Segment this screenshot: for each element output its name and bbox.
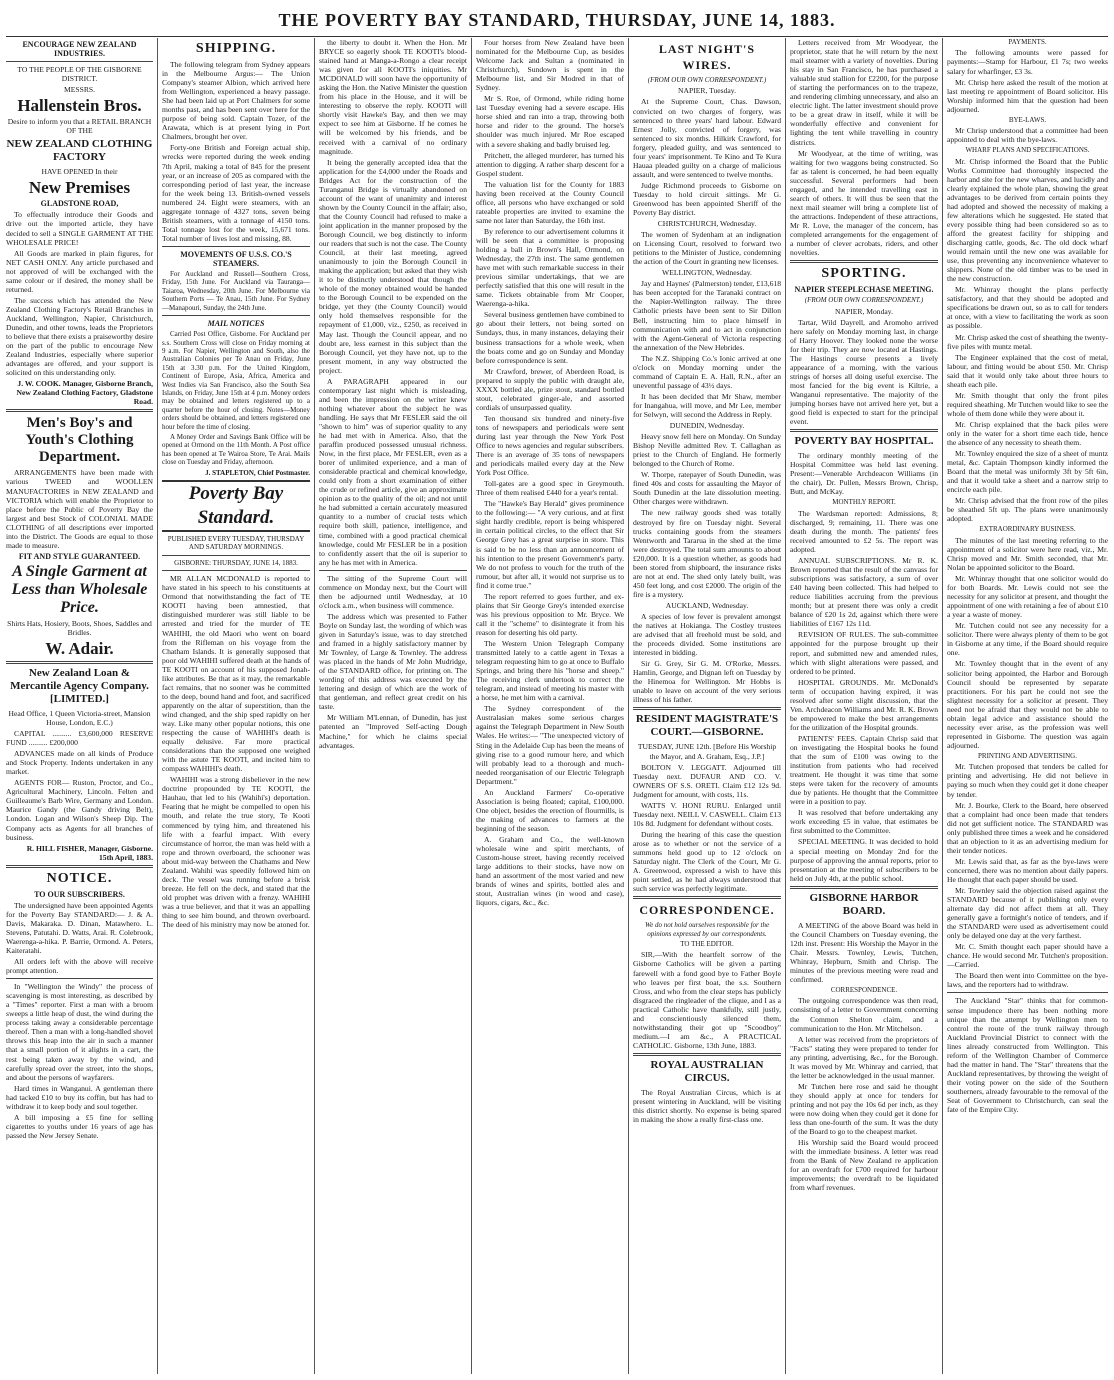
ad-text: AGENTS FOR— Ruston, Proctor, and Co., Agricultural Machinery, Lincoln. Felten and Guilleaume's Barb Wire, Germany and London. Maurice Gandy (the Gandy driving Belt), London. Logan and Wilson's Sheep Dip. The Company acts as Agents for all branches of business. — [6, 778, 153, 842]
article-text: Mr. Chrisp asked the cost of sheathing the twenty-five piles with muntz metal. — [947, 332, 1108, 351]
ad-text: TO THE PEOPLE OF THE GISBORNE DISTRICT. — [17, 65, 142, 84]
article-text: Mr. Chrisp advised that the front row of the piles be sheathed 5ft up. The plans were unanimously adopted. — [947, 496, 1108, 524]
ad-text: HAVE OPENED In their — [41, 167, 118, 177]
section-subheading: MAIL NOTICES — [207, 319, 265, 329]
editorial-text: A PARAGRAPH appeared in our contemporary last night which is misleading, and been the impression on the writer knew nothing whatever about the subject he was handling. He says that Mr FESLER said the oil "shown to him" was of superior quality to any he had met with in America. Also, that the paraffin produced possessed unusual richness. Now, in the first place, Mr FESLER, even as a borer of unlimited experience, and a man of considerable practical and chemical knowledge, could only from a short examination of either the crude or refined article, give an approximate opinion as to the quality of the oil; and not until he had submitted a certain accurately measured quantity to a number of crucial tests which require both skill, patience, intelligence, and time, combined with a good practical chemical knowledge, could Mr FESLER be in a position to confidently assert that the oil is superior to any he has met with in America. — [319, 376, 467, 567]
ad-text: ARRANGEMENTS have been made with various TWEED and WOOLLEN MANUFACTORIES in NEW ZEALAND and VICTORIA which will enable the Proprietor to place before the Public of Poverty Bay the largest and best Stock of COLONIAL MADE CLOTHING of all descriptions ever imported into the District. The Goods are equal to those made to measure. — [6, 468, 153, 550]
article-text: Mr. Townley enquired the size of a sheet of muntz metal, &c. Captain Thompson kindly informed the Board that the metal was uniformly 3ft by 5ft 6in, and that it would take a sheet and a narrow strip to encircle each pile. — [947, 449, 1108, 495]
article-text: REVISION OF RULES. The sub-committee appointed for the purpose brought up their report, and submitted new and amended rules, which with slight alterations were passed, and ordered to be printed. — [790, 630, 938, 676]
masthead — [0, 0, 1114, 34]
ad-text: GLADSTONE ROAD, — [40, 199, 119, 209]
article-text: A bill imposing a £5 fine for selling cigarettes to youths under 16 years of age has passed the New Jersey Senate. — [6, 1112, 153, 1140]
dateline: WELLINGTON, Wednesday. — [662, 268, 752, 278]
ad-heading: New Premises — [28, 178, 131, 198]
article-text: The Wardsman reported: Admissions, 8; discharged, 9; remaining, 11. There was one death during the month. The patients' fees received amounted to £2 5s. The report was adopted. — [790, 508, 938, 555]
ad-text: CAPITAL .......... £3,600,000 RESERVE FUND .......... £200,000 — [6, 729, 153, 748]
ad-signature: W. Adair. — [45, 638, 114, 658]
article-signature: J. STAPLETON, Chief Postmaster. — [205, 468, 310, 477]
section-subheading: WHARF PLANS AND SPECIFICATIONS. — [965, 146, 1090, 155]
column-divider — [157, 38, 158, 1374]
ad-heading: NEW ZEALAND CLOTHING FACTORY — [6, 138, 153, 164]
article-text: Mr. C. Smith thought each paper should have a chance. He would second Mr. Tutchen's proposition.—Carried. — [947, 942, 1108, 970]
article-text: WATTS V. HONI RURU. Enlarged until Tuesday next. NEILL V. CASWELL. Claim £13 10s 8d. Judgment for defendant without costs. — [633, 800, 781, 828]
dateline: DUNEDIN, Wednesday. — [669, 421, 745, 431]
letter-salutation: TO THE EDITOR. — [680, 940, 734, 949]
article-text: The valuation list for the County for 1883 having been received at the County Council office, all persons who have exchanged or sold rateable properties are invited to examine the same not later than Saturday, the 16th inst. — [476, 179, 624, 225]
article-text: Ten thousand six hundred and ninety-five tons of newspapers and periodicals were sent during last year through the New York Post Office to news agencies and regular subscribers. There is an average of 35 tons of newspapers and periodicals mailed every day at the New York Post Office. — [476, 413, 624, 478]
article-text: Mr. Lewis said that, as far as the bye-laws were concerned, there was no mention about daily papers. He thought that each paper should be used. — [947, 856, 1108, 884]
article-text: ANNUAL SUBSCRIPTIONS. Mr R. K. Brown reported that the result of the canvass for subscriptions was satisfactory, a sum of over £40 having been collected. This had helped to reduce liabilities accruing from the previous month; but at present there was only a credit balance of £20 1s 2d, against which there were liabilities of £167 12s 11d. — [790, 556, 938, 629]
notice-subheading: TO OUR SUBSCRIBERS. — [34, 889, 125, 899]
byline: (FROM OUR OWN CORRESPONDENT.) — [804, 296, 924, 305]
article-text: The Auckland "Star" thinks that for common-sense impudence there has been nothing more unique than the attempt by Wellington men to control the route of the trunk railway through Auckland Provincial District to connect with the lines already constructed from Wellington. This reform of the Wellington Chamber of Commerce had the matter in hand. The "Star" threatens that the Auckland representatives, by throwing the weight of their voting power on the side of the Southern southerners, already favourable to the removal of the Seat of Government to Christchurch, can seal the fate of the Empire City. — [947, 996, 1108, 1115]
ad-brand: Hallenstein Bros. — [17, 96, 142, 116]
section-heading: POVERTY BAY HOSPITAL. — [794, 435, 934, 448]
article-text: SPECIAL MEETING. It was decided to hold a special meeting on Monday 2nd for the purpose of approving the annual reports, prior to presentation at the meeting of subscribers to be held on July 4th, at the public school. — [790, 837, 938, 883]
article-text: Judge Richmond proceeds to Gisborne on Tuesday to hold circuit sittings. Mr G. Greenwood has been appointed Sheriff of the Poverty Bay district. — [633, 180, 781, 218]
article-text: Sir G. Grey, Sir G. M. O'Rorke, Messrs. Hamlin, George, and Dignan left on Tuesday by the Hinemoa for Wellington. Mr Hobbs is unable to leave on account of the very serious illness of his father. — [633, 659, 781, 705]
ad-text: MESSRS. — [63, 85, 96, 95]
article-text: The ordinary monthly meeting of the Hospital Committee was held last evening. Present:—Venerable Archdeacon Williams (in the chair), Dr. Pullen, Messrs Brown, Chrisp, Butt, and McKay. — [790, 451, 938, 497]
editorial-text: It being the generally accepted idea that the application for the £4,000 under the Roads and Bridges Act for the construction of the Turanganui Bridge is virtually abandoned on account of the want of unanimity and interest shown by the County Council in the affair; also, that the County Council had refused to make a joint application in the manner proposed by the Borough Council, we beg distinctly to inform our readers that such is not the case. The County Council, at their last meeting, agreed unanimously to join the Borough Council in making the application; but asked that they wish it to be distinctly understood that though the whole of the money obtained would be handed to the Borough Council to be expended on the bridge, yet they (the County Council) would only hold themselves responsible for the repayment of £1,000, viz., £250, as received in May last. Though the Council appear, and no doubt are, less earnest in this subject than the Borough Council, yet they have not, up to the present moment, in any way obstructed the project. — [319, 157, 467, 375]
article-text: Mr. Chrisp here asked the result of the motion at last meeting re appointment of Board solicitor. His Worship informed him that the question had been adjourned. — [947, 77, 1108, 114]
article-text: The "Hawke's Bay Herald" gives prominence to the following:— "A very curious, and at first sight hardly credible, report is being whispered in certain political circles, to the effect that Sir George Grey has a great surprise in store. This is said to be no less than an announcement of his intention to the present Government's party. We do not profess to vouch for the truth of the rumour, but after all, it would not surprise us to find it come true." — [476, 499, 624, 590]
article-text: Heavy snow fell here on Monday. On Sunday Bishop Neville admitted Rev. T. Callaghan as priest to the Church of England. He formerly belonged to the Church of Rome. — [633, 432, 781, 469]
article-text: For Auckland and Russell—Southern Cross, Friday, 15th June. For Auckland via Tauranga—Taiaroa, Wednesday, 20th June. For Melbourne via Southern Ports — Te Anau, 15th June. For Sydney—Manapouri, Sunday, the 24th June. — [162, 270, 310, 312]
dateline: NAPIER, Monday. — [835, 306, 893, 316]
article-text: The Board then went into Committee on the bye-laws, and the reporters had to withdraw. — [947, 971, 1108, 990]
section-subheading: BYE-LAWS. — [1008, 115, 1047, 124]
article-text: Pritchett, the alleged murderer, has turned his attention to digging. A rather sharp descent for a Gospel student. — [476, 150, 624, 178]
article-text: His Worship said the Board would proceed with the immediate business. A letter was read from the Bank of New Zealand re application for an overdraft for £700 required for harbour improvements; the overdraft to be liquidated from wharf revenues. — [790, 1138, 938, 1193]
dateline: NAPIER, Tuesday. — [678, 86, 736, 96]
article-text: Mr. Tutchen proposed that tenders be called for printing and advertising. He did not believe in paying so much when they could get it done cheaper by tender. — [947, 762, 1108, 799]
article-text: Several business gentlemen have combined to go about their letters, not being sorted on Sundays, thus, in many instances, delaying their business transactions for a whole week, when the boats come and go on Sunday and Monday before correspondence is sent. — [476, 310, 624, 365]
column-divider — [471, 38, 472, 1374]
article-text: Mr. Townley said the objection raised against the STANDARD because of it publishing only every alternate day did not affect them at all. They generally gave a fortnight's notice of tenders, and if the STANDARD were used as advertisement could only be delayed one day at the very farthest. — [947, 885, 1108, 941]
article-text: Mr. Tutchen could not see any necessity for a solicitor. There were always plenty of them to be got in Gisborne at any time, if the Board should require one. — [947, 621, 1108, 658]
column-divider — [942, 38, 943, 1374]
article-text: W. Thorpe, ratepayer of South Dunedin, was fined 40s and costs for assaulting the Mayor of South Dunedin at the late dissolution meeting. Other charges were withdrawn. — [633, 470, 781, 507]
ad-heading: Men's Boy's and Youth's Clothing Department. — [25, 415, 134, 466]
article-text: By reference to our advertisement columns it will be seen that a committee is proposing holding a ball in Brown's Hall, Ormond, on Wednesday, the 27th inst. The same gentlemen have met with such remarkable success in their previous similar undertakings, that we are perfectly satisfied that this one will result in the same. Tickets obtainable from Mr Cooper, Waerenga-a-hika. — [476, 226, 624, 309]
section-heading: SHIPPING. — [195, 41, 277, 56]
article-text: Forty-one British and Foreign actual ship, wrecks were reported during the week ending 7th April, making a total of 845 for the present year, or an increase of 205 as compared with the corresponding period of last year, the increase for the week being 13. British-owned vessels numbered 24. Eight were steamers, with an aggregate tonnage of 4327 tons, seven being British steamers, with a tonnage of 4150 tons. Total tonnage lost for the week, 15,671 tons. Total number of lives lost and missing, 88. — [162, 143, 310, 243]
article-text: PATIENTS' FEES. Captain Chrisp said that on investigating the Hospital books he found that the sum of £100 was owing to the institution from patients who had received treatment. He thought it was time that some steps were taken for the recovery of amounts due by patients. He thought that the Committee were in a position to pay. — [790, 733, 938, 807]
article-text: The address which was presented to Father Boyle on Sunday last, the wording of which was given in Saturday's issue, was to day stretched and framed in a highly satisfactory manner by Mr Townley, of Large & Townley. The address was placed in the hands of Mr John Mudridge, of the STANDARD office, for printing on. The wording of this address was executed by the lettering and design of which are the work of that gentleman, and reflect great credit on his taste. — [319, 611, 467, 712]
column-1 — [6, 38, 153, 1374]
ad-text: Head Office, 1 Queen Victoria-street, Mansion House, London, E.C.) — [8, 708, 151, 728]
section-subheading: PAYMENTS. — [1008, 38, 1047, 46]
column-2 — [162, 38, 310, 1374]
section-subheading: PRINTING AND ADVERTISING. — [978, 751, 1077, 760]
section-heading: LAST NIGHT'S WIRES. — [658, 42, 756, 72]
article-text: A species of low fever is prevalent amongst the natives at Hokianga. The Costley trustees are advised that all freehold must be sold, and the proceeds divided. Some institutions are interested in bidding. — [633, 611, 781, 658]
article-text: Mr Chrisp understood that a committee had been appointed to deal with the bye-laws. — [947, 126, 1108, 145]
article-text: Tartar, Wild Dayrell, and Aromoho arrived here safely on Monday morning last, in charge of Harry Hoover. They looked none the worse for their trip. They are now located at Hastings. The Hastings course presents a lively appearance of a morning, with the various strings of horses all doing useful exercise. The most fancied for the big event is Kiltrie, a Wanganui representative. The majority of the jumping horses have not arrived here yet, but a good field is expected to start for the principal event. — [790, 317, 938, 427]
article-text: Mr William M'Lennan, of Dunedin, has just patented an "Improved Self-acting Dough Machine," for which he claims special advantages. — [319, 713, 467, 750]
article-text: At the Supreme Court, Chas. Dawson, convicted on two charges of forgery, was sentenced to three years' hard labour. Edward Ernest Jolly, convicted of forgery, was sentenced to six months. Hilkirk Crawford, for forgery, pleaded guilty, and was sentenced to four years' imprisonment. Te Kino and Te Kura Hauaa pleaded guilty on a charge of malicious assault, and were sentenced to twelve months. — [633, 97, 781, 179]
article-text: The report referred to goes further, and ex-plains that Sir George Grey's intended exercise was his previous opposition to Mr. Bryce. We call it the "scheme" to disintegrate it from his reason for deserting his old party. — [476, 591, 624, 637]
section-subheading: EXTRAORDINARY BUSINESS. — [979, 525, 1076, 534]
article-text: During the hearing of this case the question arose as to whether or not the service of a summons held good up to 12 o'clock on Saturday night. The Clerk of the Court, Mr G. A. Greenwood, expressed a wish to have this point settled, as he had always understood that such service was perfectly legitimate. — [633, 829, 781, 894]
article-text: BOLTON V. LEGGATT. Adjourned till Tuesday next. DUFAUR AND CO. V. OWNERS OF S.S. ORETI. Claim £12 12s 9d. Judgment for amount, with costs, 11s. — [633, 762, 781, 799]
column-divider — [314, 38, 315, 1374]
article-text: Carried Post Office, Gisborne. For Auckland per s.s. Southern Cross will close on Friday morning at 9 a.m. For Napier, Wellington and South, also the Australian Colonies per Te Anau on Friday, June 15th at 3.30 p.m. For the United Kingdom, Continent of Europe, Asia, Africa, America and West Indies via San Francisco, also the South Sea Islands, on Friday, June 15th at 4 p.m. Money orders may be obtained and letters registered up to a quarter before the hour of closing. Notes—Money orders should be obtained, and letters registered one hour before the time of closing. — [162, 330, 310, 431]
column-divider — [785, 38, 786, 1374]
article-text: Mr. Townley thought that in the event of any solicitor being appointed, the Harbor and Borough Council should be represented by separate practitioners. For his part he could not see the slightest necessity for a solicitor at present. They need not be afraid that they would not be able to obtain legal advice and assistance should the necessity ever arise, as the profession was well represented in Gisborne. The question was again adjourned. — [947, 659, 1108, 750]
section-subheading: NAPIER STEEPLECHASE MEETING. — [794, 285, 934, 295]
section-heading: SPORTING. — [821, 266, 907, 282]
article-text: Mr. Chrisp explained that the back piles were only in the water for a short time each tide, hence the absence of any necessity to sheath them. — [947, 419, 1108, 448]
dateline: AUCKLAND, Wednesday. — [665, 600, 749, 610]
disclaimer: We do not hold ourselves responsible for the opinions expressed by our correspondents. — [644, 921, 770, 938]
article-text: Mr. J. Bourke, Clerk to the Board, here observed that a complaint had once been made that tenders did not get sufficient notice. The STANDARD was only published three times a week and he considered that an objection to it as an advertising medium for their tender notices. — [947, 800, 1108, 855]
notice-heading: NOTICE. — [46, 870, 113, 886]
section-subheading: CORRESPONDENCE. — [830, 986, 898, 995]
article-text: A letter was received from the proprietors of "Facts" stating they were prepared to tender for any printing, advertising, &c., for the Borough. It was moved by Mr. Whinray and carried, that the letter be acknowledged in the usual manner. — [790, 1034, 938, 1080]
column-4 — [476, 38, 624, 1374]
editorial-text: the liberty to doubt it. When the Hon. Mr BRYCE so eagerly shook TE KOOTI's blood-stained hand at Manga-a-Rongo a clear receipt was given for all KOOTI's iniquities. Mr MCDONALD will soon have the opportunity of asking the Hon. the Native Minister the question from his place in the House, and it will be interesting to observe the reply. KOOTI will shortly visit Hawke's Bay, and then we may expect to see him at Gisborne. If he comes he will be welcomed by his friends, and be received with a carnival of no ordinary magnitude. — [319, 38, 467, 156]
column-5 — [633, 38, 781, 1374]
section-subheading: MONTHLY REPORT. — [832, 498, 896, 507]
section-heading: RESIDENT MAGISTRATE'S COURT.—GISBORNE. — [635, 713, 779, 739]
article-text: An Auckland Farmers' Co-operative Association is being floated; capital, £100,000. One object, besides the erection of flourmills, is the making of advances to farmers at the beginning of the season. — [476, 787, 624, 833]
article-text: The Western Union Telegraph Company transmitted lately to a cattle agent in Texas a telegram requesting him to go at once to Buffalo Springs, and bring there his "horse and sheep." The receiving clerk undertook to correct the telegram, and instead of meeting his master with a horse, he met him with a carnival. — [476, 639, 624, 703]
article-text: The minutes of the last meeting referring to the appointment of a solicitor were here read, viz., Mr. Chrisp moved and Mr. Smith seconded, that Mr. Nolan be appointed solicitor to the Board. — [947, 535, 1108, 573]
section-heading: GISBORNE HARBOR BOARD. — [809, 891, 919, 917]
article-text: The following telegram from Sydney appears in the Melbourne Argus:— The Union Company's steamer Albion, which arrived here from Wellington, experienced a heavy passage. She had been laid up at Port Chalmers for some months past, and has been sent over here for the purpose of being sold. Captain Tozer, of the Arawata, which is at present lying in Port Chalmers, brought her over. — [162, 60, 310, 142]
publication-notice: PUBLISHED EVERY TUESDAY, THURSDAY AND SATURDAY MORNINGS. — [167, 535, 305, 552]
article-text: A Money Order and Savings Bank Office will be opened at Ormond on the 11th Month. A Post office has been opened at Te Wairoa Store, Te Arai. Mails close on Tuesday and Friday, afternoon. — [162, 432, 310, 467]
article-text: The N.Z. Shipping Co.'s Ionic arrived at one o'clock on Monday morning under the command of Captain E. A. Hall, R.N., after an uneventful passage of 43½ days. — [633, 353, 781, 390]
ad-text: All Goods are marked in plain figures, for NET CASH ONLY. Any article purchased and not approved of will be exchanged with the same colour or if desired, the money shall be returned. — [6, 248, 153, 294]
column-divider — [628, 38, 629, 1374]
ad-signature: J. W. COOK. Manager, Gisborne Branch, New Zealand Clothing Factory, Gladstone Road. — [16, 379, 153, 407]
article-text: The sitting of the Supreme Court will commence on Monday next, but the Court will then be adjourned until Wednesday, at 10 o'clock a.m., when business will commence. — [319, 573, 467, 610]
article-text: Toll-gates are a good spec in Greymouth. Three of them realised £440 for a year's rental. — [476, 479, 624, 498]
ad-text: ADVANCES made on all kinds of Produce and Stock Property. Indents undertaken in any market. — [6, 749, 153, 777]
dateline: GISBORNE: THURSDAY, JUNE 14, 1883. — [174, 558, 298, 567]
ad-text: Desire to inform you that a RETAIL BRANCH OF THE — [7, 117, 152, 136]
notice-text: The undersigned have been appointed Agents for the Poverty Bay STANDARD:— J. & A. Davis, Makaraka. D. Dinan, Matawhero. L. Stevens, Patutahi. D. Watts, Arai. R. Colebrook, Waerenga-a-hika. P. Barrie, Ormond. A. Peters, Kaiteratahi. — [6, 900, 153, 955]
article-text: The women of Sydenham at an indignation on Licensing Court, resolved to forward two petitions to the Minister of Justice, condemning the action of the Court in granting new licenses. — [633, 230, 781, 267]
newspaper-title: THE POVERTY BAY STANDARD, THURSDAY, JUNE 14, 1883. — [278, 10, 836, 30]
section-heading: ROYAL AUSTRALIAN CIRCUS. — [650, 1058, 764, 1084]
article-text: Mr Woodyear, at the time of writing, was waiting for two waggons being constructed. So far as talent is concerned, he had been equally successful. Several performers had been engaged, and he intended travelling east in search of others. It will thus be seen that the next mail steamer will bring a complete list of the attractions. Independent of these attractions, Mr R. Love, the manager of the concern, has completed arrangements for the engagement of a number of clever acrobats, riders, and other novelties. — [790, 148, 938, 258]
article-text: Mr Crawford, brewer, of Aberdeen Road, is prepared to supply the public with draught ale, XXXX bottled ale, prize stout, standard bottled stout, celebrated ginger-ale, and assorted cordials of unsurpassed quality. — [476, 366, 624, 412]
article-text: Mr S. Roe, of Ormond, while riding home last Tuesday evening had a severe escape. His horse shied and ran into a trap, throwing both horse and rider to the ground. The horse's shoulder was much injured. Mr Roe escaped with a severe shaking and badly bruised leg. — [476, 94, 624, 149]
article-text: HOSPITAL GROUNDS. Mr. McDonald's term of occupation having expired, it was resolved after some slight discussion, that the Ven. Archdeacon Williams and Mr. R. K. Brown be empowered to make the best arrangements for the utilization of the Hospital grounds. — [790, 677, 938, 732]
column-3 — [319, 38, 467, 1374]
article-text: Four horses from New Zealand have been nominated for the Melbourne Cup, as besides Welcome Jack and Sultan a (nominated in Christchurch), Sundown is spent in the Melbourne list, and Sir Modred in that of Sydney. — [476, 38, 624, 93]
article-text: It has been decided that Mr Shaw, member for Inangahua, will move, and Mr Lee, member for Selwyn, will second the Address in Reply. — [633, 391, 781, 419]
dateline: CHRISTCHURCH, Wednesday. — [657, 219, 757, 229]
ad-heading: A Single Garment at Less than Wholesale Price. — [11, 562, 148, 616]
column-6 — [790, 38, 938, 1374]
article-text: The Royal Australian Circus, which is at present wintering in Auckland, will be visiting this district shortly. No expense is being spared in making the show a really first-class one. — [633, 1087, 781, 1125]
article-text: It was resolved that before undertaking any work exceeding £5 in value, that estimates be first submitted to the Committee. — [790, 808, 938, 836]
ad-text: Shirts Hats, Hosiery, Boots, Shoes, Saddles and Bridles. — [7, 618, 152, 637]
article-text: The new railway goods shed was totally destroyed by fire on Tuesday night. Several trucks containing goods from the steamers Wentworth and Tararua in the shed at the time were destroyed. The total sum amounts to about £20,000. It is a question whether, as goods had been stored from shipboard, the insurance risks are not at end. The shed only lately built, was 450 feet long, and cost £2000. The origin of the fire is a mystery. — [633, 508, 781, 599]
article-text: The Engineer explained that the cost of metal, labour, and fitting would be about £50. Mr. Chrisp said that it would only take about three hours to sheath each pile. — [947, 352, 1108, 389]
article-text: In "Wellington the Windy" the process of scavenging is most interesting, as described by a "Times" reporter. First a man with a broom sweeps a little heap of dust, the wind during the process taking away a considerable percentage thereof. Then a man with a long-handled shovel throws this heap into the air in such a manner that a small portion of it alights in a cart, the rest being taken away by the wind, and carefully spread over the street, into the shops, and about the persons of wayfarers. — [6, 982, 153, 1082]
ad-text: FIT AND STYLE GUARANTEED. — [18, 551, 141, 561]
editorial-text: WAHIHI was a strong disbeliever in the new doctrine propounded by TE KOOTI, the Hauhau, that led to his (Wahihi's) deportation. Fearing that he might be compelled to open his mouth, and relate the true story, Te Kooti commenced by tying him, and threatened his life with a fearful impact. With every circumstance of horror, the man was held with a rope and thrown overboard, the schooner was about mid-way between the Chathams and New Zealand. Wahihi was speedily followed him on deck. The vessel was running before a brisk breeze. He fell on the deck, and stated that the old prophet was driven with a frenzy. WAHIHI was a true believer, and that it was an appalling thing to see him bound, and thrown overboard. The deed of his ministry may now be atoned for. — [162, 775, 310, 930]
ad-text: The success which has attended the New Zealand Clothing Factory's Retail Branches in Auckland, Wellington, Napier, Christchurch, Dunedin, and other towns, leads the Proprietors to believe that there exists a praiseworthy desire on the part of the public to encourage New Zealand Industries, especially where superior advantages are offered, and your support is solicited on this understanding only. — [6, 295, 153, 378]
article-text: TUESDAY, JUNE 12th. [Before His Worship the Mayor, and A. Graham, Esq., J.P.] — [637, 742, 777, 761]
article-text: The following amounts were passed for payments:—Stamp for Harbour, £1 7s; two weeks salary for wharfinger, £3 3s. — [947, 48, 1108, 76]
article-text: Mr. Chrisp informed the Board that the Public Works Committee had thoroughly inspected the harbor and site for the new wharves, and lucidly and clearly explained the whole plan, showing the great advantages to be derived from certain points they had adopted and showed the necessity of making a few alterations which he suggested. He stated that every possible thing had been considered so as to afford the greatest facility for shipping and discharging cattle, goods, &c. The old dock wharf would remain until the new one was available for use, thus preventing any inconvenience whatever to shippers. None of the old timber was to be used in the new construction. — [947, 156, 1108, 284]
notice-text: All orders left with the above will receive prompt attention. — [6, 957, 153, 976]
letter-text: SIR,—With the heartfelt sorrow of the Gisborne Catholics will be given a parting farewell with a fond good bye to Father Boyle who leaves per first boat, the s.s. Southern Cross, and who from the clear steps has publicly disgraced the ringleader of the clique, and I as a practical Catholic have thankfully, still justly, and conscientiously silenced them, notwithstanding their got up "Scoodboy" medium.—I am &c., A PRACTICAL CATHOLIC. Gisborne, 13th June, 1883. — [633, 950, 781, 1050]
article-text: The Sydney correspondent of the Australasian makes some serious charges against the Telegraph Department in New South Wales. He writes:— "The unexpected victory of Sting in the Adelaide Cup has been the means of giving rise to a good rumour here, and which will probably lead to a thorough and much-needed reorganisation of our Electric Telegraph Department." — [476, 704, 624, 786]
article-text: Mr. Whinray thought that one solicitor would do for both Boards. Mr. Lewis could not see the necessity for any solicitor at present, and thought the appointment of one with retaining a fee of about £10 a year a waste of money. — [947, 574, 1108, 620]
article-text: Hard times in Wanganui. A gentleman there had tacked £10 to buy its coffin, but has had to withdraw it to keep body and soul together. — [6, 1083, 153, 1111]
section-heading: CORRESPONDENCE. — [639, 903, 775, 918]
ad-text: To effectually introduce their Goods and drive out the imported article, they have decided to sell a SINGLE GARMENT AT THE WHOLESALE PRICE! — [6, 210, 153, 247]
editorial-text: MR ALLAN MCDONALD is reported to have stated in his speech to his constituents at Ormond that notwithstanding the fact of TE KOOTI having been amnestied, that distinguished murderer was still liable to be arrested and tried for the murder of TE WAHIHI, the old Maori who went on board from the Rifleman on his voyage from the Chatham Islands. It is generally supposed that poor old WAHIHI suffered death at the hands of TE KOOTI on account of his supposed Jonah-like attributes. Be that as it may, the remarkable fact remains, that no sooner was he committed to the deep, bound hand and foot, and sacrificed apparently on the altar of superstition, than the wind changed, and the ship sped rapidly on her way. Like many other popular notions, this one respecting the cause of WAHIHI's death is equally delusive. Far more practical considerations than the supposed one weighed with the astute TE KOOTI, and incited him to compass WAHIHI's death. — [162, 574, 310, 774]
article-text: Letters received from Mr Woodyear, the proprietor, state that he will return by the next mail steamer with a variety of novelties. During his stay in San Francisco, he has purchased a valuable stud stallion for £2200, for the purpose of starting the performances on to the trapeze, and rendering climbing unnecessary, and also an electric light. The latter investment should prove to be a great draw in itself, while it will be wonderfully effective and convenient for lighting the tent while travelling in country districts. — [790, 38, 938, 147]
masthead-rule — [6, 36, 1108, 37]
article-text: Jay and Haynes' (Palmerston) tender, £13,618 has been accepted for the Taranaki contract on the Napier-Wellington railway. The three Catholic priests have been sent to Sir Dillon Bell, instructing him to place himself in communication with and to act in conjunction with the Agent-General of Victoria respecting the annexation of the New Hebrides. — [633, 279, 781, 352]
ad-heading: ENCOURAGE NEW ZEALAND INDUSTRIES. — [22, 40, 137, 59]
article-text: A MEETING of the above Board was held in the Council Chambers on Tuesday evening, the 12th inst. Present: His Worship the Mayor in the Chair. Messrs. Townley, Lewis, Tutchen, Whinray, Hepburn, Smith and Chrisp. The minutes of the previous meeting were read and confirmed. — [790, 920, 938, 984]
article-text: Mr Tutchen here rose and said he thought they should apply at once for tenders for printing and not pay the 10s 6d per inch, as they were now doing when they could get it done for less than one-fourth of the sum. It was the duty of the Board to go to the cheapest market. — [790, 1081, 938, 1137]
section-subheading: MOVEMENTS OF U.S.S. CO.'S STEAMERS. — [180, 249, 292, 268]
article-text: The outgoing correspondence was then read, consisting of a letter to Government concerning the Common Shelton claim, and a communication to the Hon. Mr Mitchelson. — [790, 996, 938, 1033]
article-text: Mr. Whinray thought the plans perfectly satisfactory, and that they should be adopted and specifications be drawn out, so as to call for tenders at once, with a view to facilitating the work as soon as possible. — [947, 285, 1108, 331]
paper-nameplate: Poverty Bay Standard. — [162, 480, 310, 532]
column-7 — [947, 38, 1108, 1374]
ad-heading: New Zealand Loan & Mercantile Agency Company. [LIMITED.] — [10, 666, 149, 705]
ad-signature: R. HILL FISHER, Manager, Gisborne. 15th April, 1883. — [26, 843, 153, 862]
article-text: A. Graham and Co., the well-known wholesale wine and spirit merchants, of Custom-house street, having recently received large additions to their stocks, have now on hand an assortment of the most varied and new brands of wines and spirits, bottled ales and stout, Australian wines (in wood and case), liquors, cigars, &c., &c. — [476, 834, 624, 908]
article-text: Mr. Smith thought that only the front piles required sheathing. Mr Tutchen would like to see the whole of them done while they were about it. — [947, 390, 1108, 418]
byline: (FROM OUR OWN CORRESPONDENT.) — [647, 76, 767, 84]
